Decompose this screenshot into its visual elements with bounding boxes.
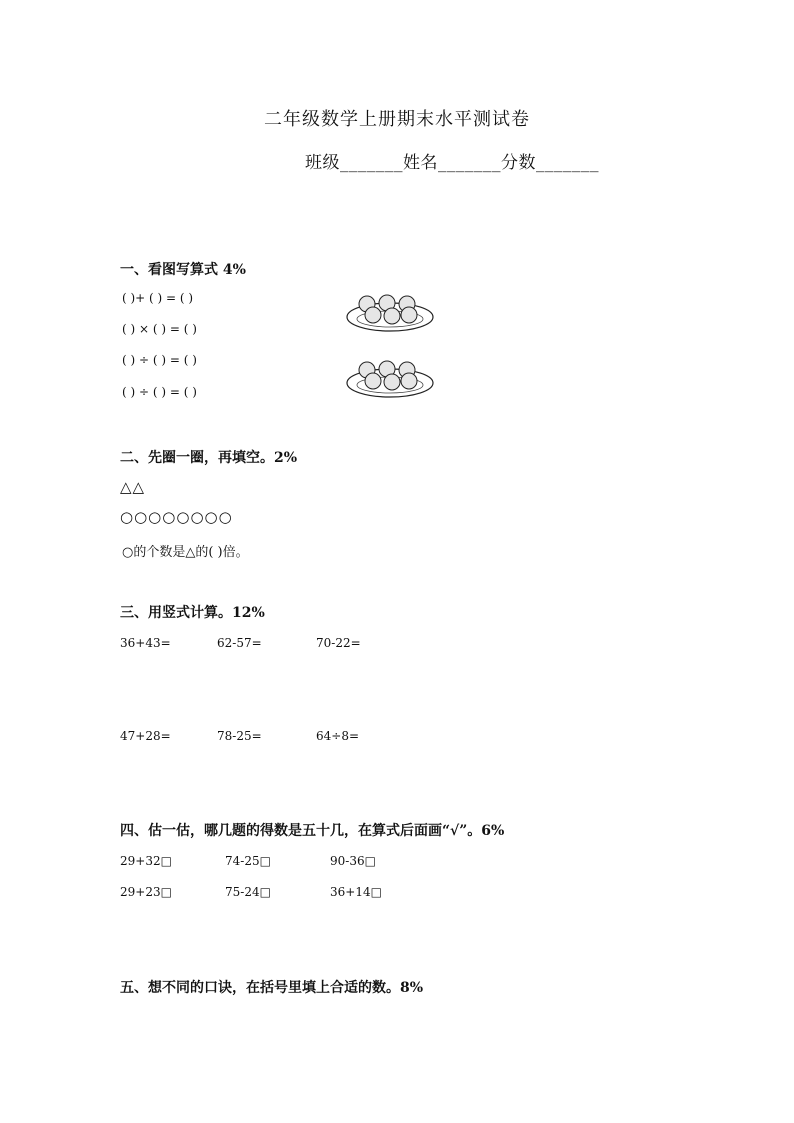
estimate-item-5: 75-24□	[225, 885, 271, 899]
vertical-calc-4: 47+28=	[120, 729, 171, 743]
vertical-calc-5: 78-25=	[217, 729, 262, 743]
estimate-item-6: 36+14□	[330, 885, 382, 899]
plate-of-fruits-top	[345, 291, 435, 336]
times-question: ○的个数是△的( )倍。	[122, 545, 249, 560]
estimate-item-4: 29+23□	[120, 885, 172, 899]
vertical-calc-2: 62-57=	[217, 636, 262, 650]
page-title: 二年级数学上册期末水平测试卷	[264, 109, 530, 130]
equation-line-3: ( ) ÷ ( ) = ( )	[122, 353, 197, 367]
section-2-heading: 二、先圈一圈，再填空。2%	[120, 450, 298, 466]
section-5-heading: 五、想不同的口诀，在括号里填上合适的数。8%	[120, 980, 424, 996]
vertical-calc-3: 70-22=	[316, 636, 361, 650]
vertical-calc-1: 36+43=	[120, 636, 171, 650]
estimate-item-1: 29+32□	[120, 854, 172, 868]
vertical-calc-6: 64÷8=	[316, 729, 360, 743]
plate-of-fruits-bottom	[345, 357, 435, 402]
triangles-row: △△	[120, 478, 146, 496]
section-4-heading: 四、估一估，哪几题的得数是五十几，在算式后面画“√”。6%	[120, 823, 505, 839]
equation-line-4: ( ) ÷ ( ) = ( )	[122, 385, 197, 399]
estimate-item-3: 90-36□	[330, 854, 376, 868]
estimate-item-2: 74-25□	[225, 854, 271, 868]
equation-line-1: ( )+ ( ) = ( )	[122, 291, 194, 305]
section-3-heading: 三、用竖式计算。12%	[120, 605, 265, 621]
circles-row: ○○○○○○○○	[120, 508, 233, 526]
student-info-line: 班级_______姓名_______分数_______	[305, 153, 599, 173]
equation-line-2: ( ) × ( ) = ( )	[122, 322, 197, 336]
section-1-heading: 一、看图写算式 4%	[120, 262, 246, 278]
